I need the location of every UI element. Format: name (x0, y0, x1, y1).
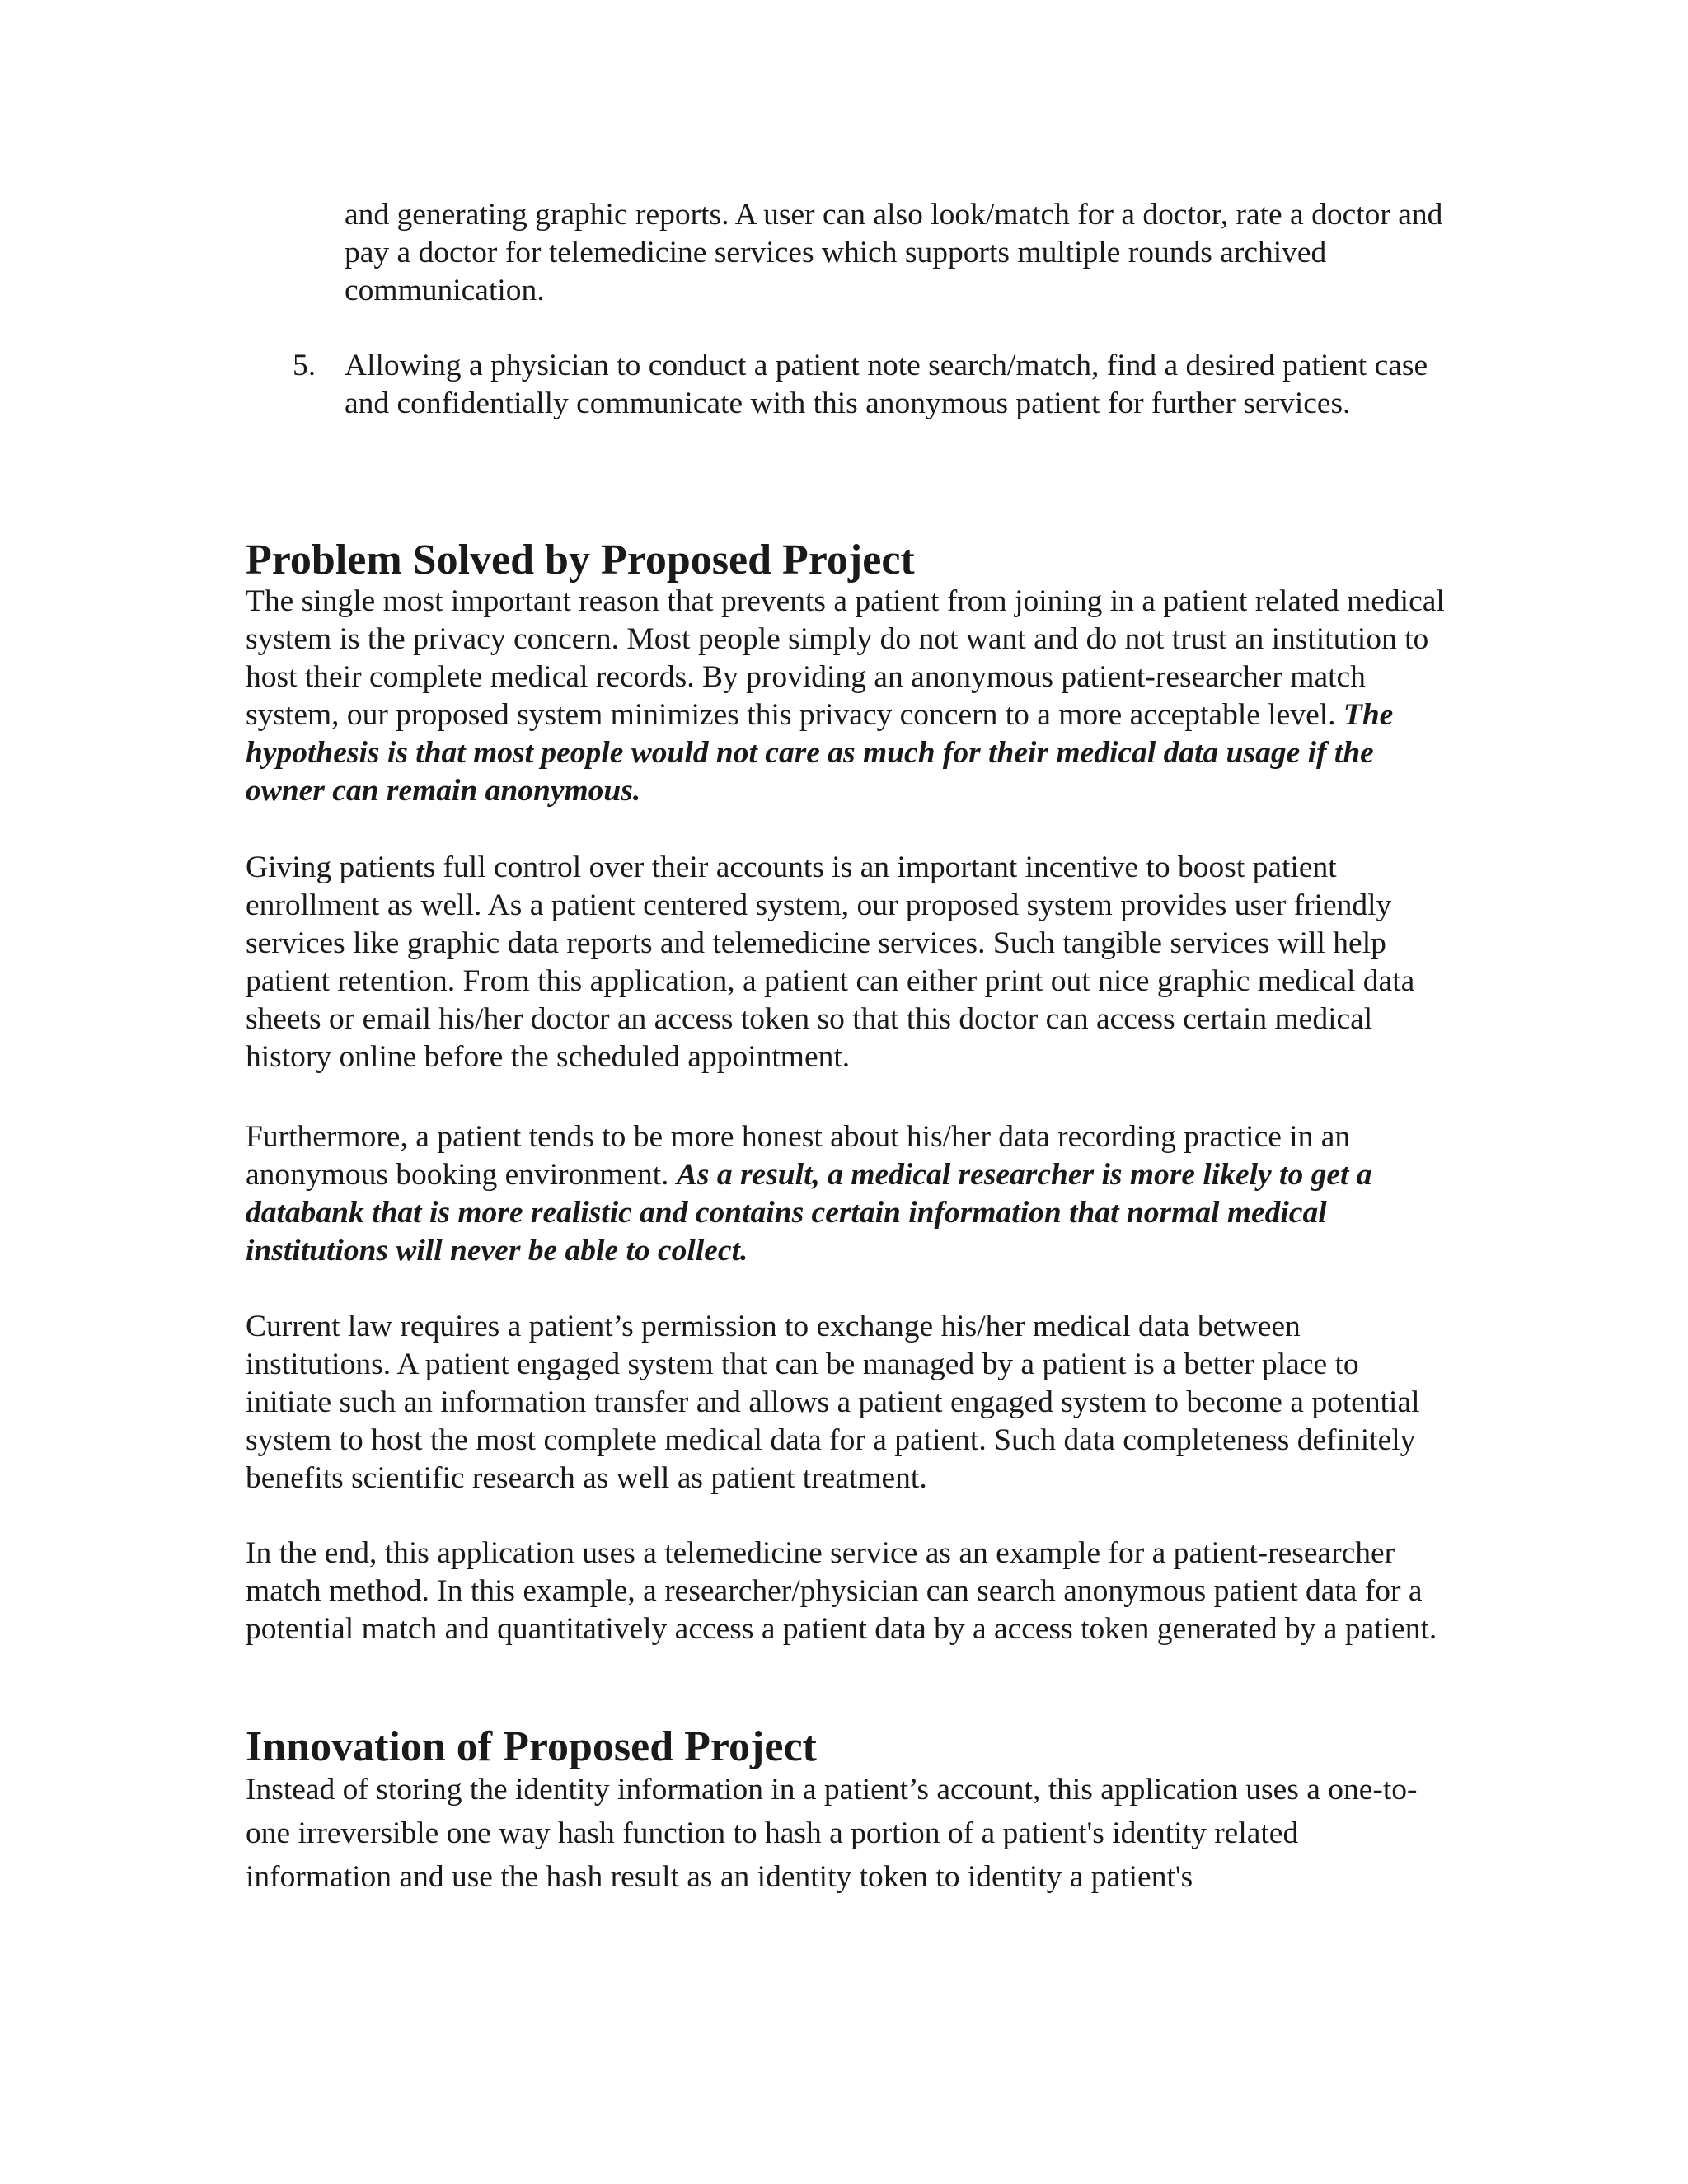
paragraph (246, 583, 1449, 810)
section-heading-problem: Problem Solved by Proposed Project (246, 537, 915, 583)
emphasized-text: As a result, a medical researcher is more likely to get a databank that is more realistic and contains certain information that normal medical institutions will never be able to collect. (246, 1158, 1372, 1268)
paragraph: In the end, this application uses a telemedicine service as an example for a patient-researcher match method. In this example, a researcher/physician can search anonymous patient data for a potential match and quantitatively access a patient data by a access token generated by a patient. (246, 1536, 1437, 1646)
paragraph: Giving patients full control over their accounts is an important incentive to boost patient enrollment as well. As a patient centered system, our proposed system provides user friendly services like graphic data reports and telemedicine services. Such tangible services will help patient retention. From this application, a patient can either print out nice graphic medical data sheets or email his/her doctor an access token so that this doctor can access certain medical history online before the scheduled appointment. (246, 851, 1415, 1074)
list-item-text: Allowing a physician to conduct a patient note search/match, find a desired patient case and confidentially communicate with this anonymous patient for further services. (345, 349, 1428, 420)
paragraph (246, 1118, 1449, 1270)
paragraph: Current law requires a patient’s permission to exchange his/her medical data between institutions. A patient engaged system that can be managed by a patient is a better place to initiate such an information transfer and allows a patient engaged system to become a potential system to host the most complete medical data for a patient. Such data completeness definitely benefits scientific research as well as patient treatment. (246, 1310, 1420, 1495)
paragraph-text: Furthermore, a patient tends to be more honest about his/her data recording practice in an anonymous booking environment. (246, 1120, 1351, 1192)
section-heading-innovation: Innovation of Proposed Project (246, 1723, 817, 1770)
emphasized-text: The hypothesis is that most people would not care as much for their medical data usage if the owner can remain anonymous. (246, 698, 1394, 808)
paragraph: Instead of storing the identity information in a patient’s account, this application uses a one-to-one irreversible one way hash function to hash a portion of a patient's identity related information and use the hash result as an identity token to identity a patient's (246, 1773, 1418, 1894)
list-item-continuation: and generating graphic reports. A user can also look/match for a doctor, rate a doctor and pay a doctor for telemedicine services which supports multiple rounds archived communication. (345, 198, 1443, 307)
list-item-number: 5. (293, 349, 316, 382)
paragraph-text: The single most important reason that prevents a patient from joining in a patient related medical system is the privacy concern. Most people simply do not want and do not trust an institution to host their complete medical records. By providing an anonymous patient-researcher match system, our proposed system minimizes this privacy concern to a more acceptable level. (246, 584, 1445, 732)
